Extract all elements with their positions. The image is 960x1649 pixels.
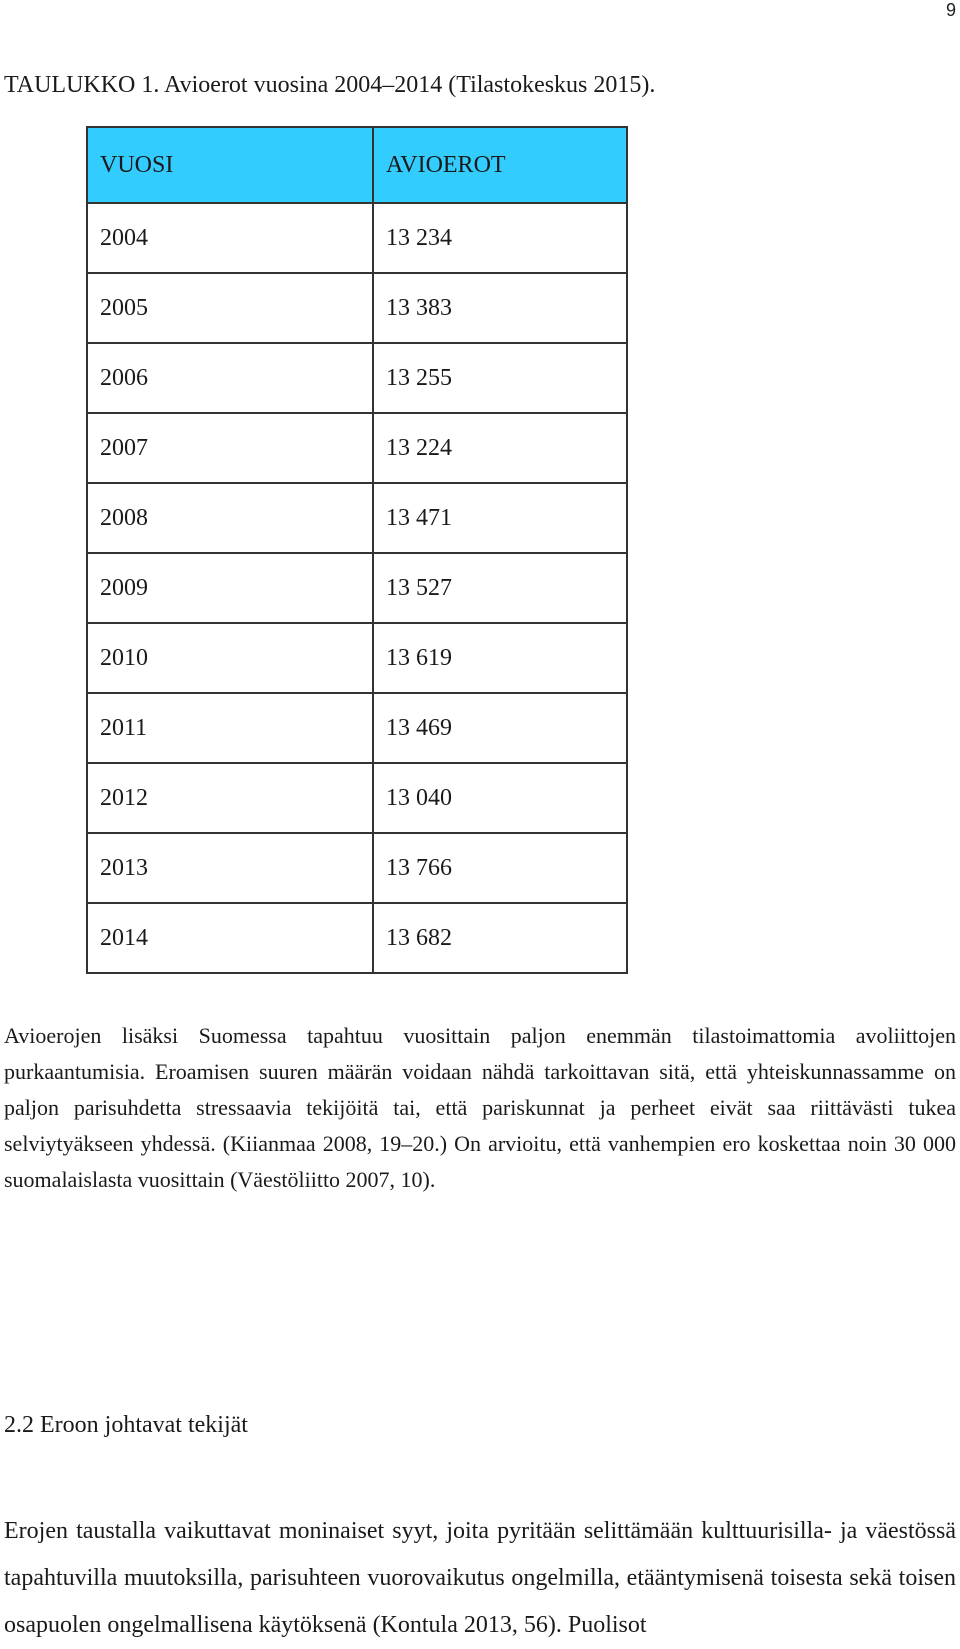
cell-year: 2010: [87, 623, 373, 693]
table-header-row: [87, 127, 627, 203]
table-row: [87, 413, 627, 483]
table-header: [87, 127, 627, 203]
table-row: [87, 273, 627, 343]
table-row: [87, 693, 627, 763]
cell-divorces: 13 527: [373, 553, 627, 623]
cell-year: 2013: [87, 833, 373, 903]
body-paragraph-2: Erojen taustalla vaikuttavat moninaiset syyt, joita pyritään selittämään kulttuurisilla- ja väestössä tapahtuvilla muutoksilla, parisuhteen vuorovaikutus ongelmilla, etääntymisenä toisesta sekä toisen osapuolen ongelmallisena käytöksenä (Kontula 2013, 56). Puolisot: [4, 1518, 956, 1638]
page-number: 9: [945, 0, 956, 20]
cell-year: 2009: [87, 553, 373, 623]
cell-year: 2005: [87, 273, 373, 343]
column-header-year: VUOSI: [87, 127, 373, 203]
table-caption: TAULUKKO 1. Avioerot vuosina 2004–2014 (Tilastokeskus 2015).: [4, 72, 656, 98]
table-row: [87, 763, 627, 833]
body-paragraph-1: Avioerojen lisäksi Suomessa tapahtuu vuosittain paljon enemmän tilastoimattomia avoliittojen purkaantumisia. Eroamisen suuren määrän voidaan nähdä tarkoittavan sitä, että yhteiskunnassamme on paljon parisuhdetta stressaavia tekijöitä tai, että pariskunnat ja perheet eivät saa riittävästi tukea selviytyäkseen yhdessä. (Kiianmaa 2008, 19–20.) On arvioitu, että vanhempien ero koskettaa noin 30 000 suomalaislasta vuosittain (Väestöliitto 2007, 10).: [4, 1023, 956, 1192]
table-row: [87, 833, 627, 903]
cell-year: 2004: [87, 203, 373, 273]
cell-divorces: 13 255: [373, 343, 627, 413]
divorce-table: [86, 126, 628, 974]
cell-year: 2012: [87, 763, 373, 833]
table-row: [87, 903, 627, 973]
cell-divorces: 13 471: [373, 483, 627, 553]
section-heading: 2.2 Eroon johtavat tekijät: [4, 1412, 248, 1438]
table-row: [87, 203, 627, 273]
cell-year: 2011: [87, 693, 373, 763]
cell-divorces: 13 682: [373, 903, 627, 973]
table-row: [87, 343, 627, 413]
cell-year: 2007: [87, 413, 373, 483]
cell-year: 2006: [87, 343, 373, 413]
cell-divorces: 13 766: [373, 833, 627, 903]
table-body: [87, 203, 627, 973]
cell-divorces: 13 224: [373, 413, 627, 483]
cell-year: 2014: [87, 903, 373, 973]
cell-divorces: 13 619: [373, 623, 627, 693]
cell-divorces: 13 383: [373, 273, 627, 343]
cell-year: 2008: [87, 483, 373, 553]
cell-divorces: 13 040: [373, 763, 627, 833]
table-row: [87, 623, 627, 693]
table-row: [87, 553, 627, 623]
cell-divorces: 13 469: [373, 693, 627, 763]
cell-divorces: 13 234: [373, 203, 627, 273]
table-row: [87, 483, 627, 553]
column-header-divorces: AVIOEROT: [373, 127, 627, 203]
